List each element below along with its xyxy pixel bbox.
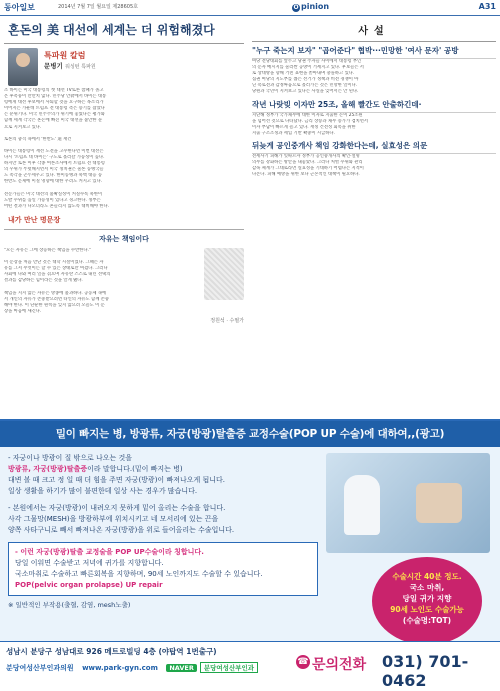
ad-address: 성남시 분당구 성남대로 926 메트로빌딩 4층 (야탑역 1번출구) bbox=[6, 647, 217, 656]
body-line: 사회에 나와 여러 일을 겪으며 자유란 스스로 내린 선택의 bbox=[4, 272, 111, 278]
editorial-2-headline: 작년 나랏빚 이자만 25조, 올해 빨간도 안출하긴데· bbox=[252, 96, 496, 113]
naver-search-box[interactable]: 분당여성산부인과 bbox=[200, 662, 258, 673]
ad-p2-line-3: 양쪽 사타구니로 빼서 빠져나온 자궁(방광)을 위로 들어올리는 수술입니다. bbox=[8, 526, 235, 534]
editorial-3-body bbox=[252, 154, 496, 178]
author-sketch bbox=[204, 248, 244, 300]
ad-paragraph-2 bbox=[8, 503, 318, 536]
body-line: 지출 구조조정과 세입 기반 확충이 시급하다. bbox=[252, 130, 335, 136]
page-number: A31 bbox=[478, 2, 496, 11]
ad-body bbox=[0, 447, 500, 633]
ad-footer bbox=[0, 641, 500, 691]
ad-phone-number[interactable]: 031) 701-0462 bbox=[382, 652, 469, 690]
ad-p1-line-2: 대변 볼 때 크고 정 일 때 더 힘을 주면 자궁(방광)이 빠져나오게 됩니다. bbox=[8, 476, 225, 484]
body-line: 어떤 결과가 나오더라도 흔들리지 않도록 대비해야 한다. bbox=[4, 203, 110, 209]
ad-paragraph-1 bbox=[8, 453, 318, 497]
sub-column-signature: 정원석 · 수필가 bbox=[210, 317, 244, 324]
body-line: 의 우위가 뚜렷해지면서 미국 정치권은 물론 동맹국들 bbox=[4, 167, 104, 173]
body-line: 의무를 강화하는 방안을 내놓았다. 그러나 처벌 수위와 관리 bbox=[252, 160, 363, 166]
ad-p1-highlight: 방광류, 자궁(방광)탈출증 bbox=[8, 465, 88, 473]
ad-box-line-2: 당일 이워면 수술받고 저녁에 귀가를 지향합니다. bbox=[15, 559, 164, 567]
body-line: 서 개인의 자유가 존중받으려면 타인의 자유도 함께 존중 bbox=[4, 296, 110, 302]
body-line: 바이든 대통령이 재선 도전을 고수한다면 이번 대선은 bbox=[4, 148, 104, 154]
author-photo bbox=[8, 48, 38, 86]
ad-pop-up-box bbox=[8, 542, 318, 596]
body-line: 이 문장을 처음 만난 것은 대학 시절이었다. 그때는 자 bbox=[4, 260, 104, 266]
section-opinion bbox=[292, 2, 329, 12]
ad-phone-label: 문의전화 bbox=[312, 657, 367, 673]
naver-logo-icon: NAVER bbox=[166, 664, 197, 672]
column-body bbox=[4, 88, 244, 210]
editorial-section-title: 사설 bbox=[252, 20, 496, 42]
sub-column-title: 자유는 책임이다 bbox=[99, 234, 149, 243]
body-line: 전문가들은 미국 대선의 불확실성이 커질수록 북한이 bbox=[4, 191, 103, 197]
ad-photo bbox=[326, 453, 490, 553]
ad-banner: 밀이 빠지는 병, 방광류, 자궁(방광)탈출증 교정수술(POP UP 수술)에 대하여,,(광고) bbox=[0, 421, 500, 447]
editorial-2-body bbox=[252, 113, 496, 137]
left-column bbox=[4, 20, 244, 324]
author-title: 워싱턴 특파원 bbox=[65, 64, 96, 70]
body-line: 토론의 충격 속에서 '한반도' 道 재건 bbox=[4, 136, 72, 142]
ad-p1-cont: 이라 말합니다.(밑이 빠지는 병) bbox=[87, 465, 183, 473]
body-line: 조 바이든 미국 대통령의 첫 대선 TV토론 참패가 몰고 bbox=[4, 88, 104, 93]
author-box bbox=[4, 48, 244, 88]
body-line: 도 촉각을 곤두세우고 있다. 한미동맹과 북핵 대응 등 bbox=[4, 173, 103, 179]
body-line: 이어지는 가운데 트럼프 전 대통령 측은 승기를 잡았다 bbox=[4, 106, 105, 112]
body-line: 당원과 국민이 지켜보고 있다는 사실을 잊어서는 안 된다. bbox=[252, 89, 359, 95]
right-column bbox=[252, 20, 496, 178]
body-line: 다시 '트럼프 대 바이든' 구도로 흘러갈 가능성이 높다. bbox=[4, 155, 105, 161]
opinion-label: pinion bbox=[301, 2, 330, 11]
body-line: 장을 마음에 새긴다. bbox=[4, 308, 42, 314]
author-name-text: 문병기 bbox=[44, 62, 63, 70]
body-line: 한반도 문제에 미칠 영향에 대한 우려도 커지고 있다. bbox=[4, 179, 103, 185]
body-line: 을 넘어선 것으로 나타났다. 금리 상승과 채무 증가가 겹치면서 bbox=[252, 118, 369, 124]
ad-callout-line-5: (수술명:TOT) bbox=[402, 616, 452, 625]
body-line: 닌 폭로전과 감정싸움으로 흘러가는 것은 민망한 일이다. bbox=[252, 83, 358, 89]
ad-p1-line-3: 일상 생활을 하기가 많이 불편한데 일상 사는 경우가 많습니다. bbox=[8, 487, 198, 495]
body-line: 는 분위기다. 미국 민주주의가 위기에 놓였다는 평가와 bbox=[4, 112, 105, 118]
ad-callout-line-2: 국소 마취, bbox=[409, 583, 445, 592]
body-line: 해야 한다. 이 단순한 원칙을 잊지 않으려 오늘도 이 문 bbox=[4, 302, 105, 308]
advertisement bbox=[0, 419, 500, 691]
ad-box-text bbox=[15, 547, 311, 591]
sub-column-tag: 내가 만난 명문장 bbox=[8, 215, 61, 224]
newspaper-name: 동아일보 bbox=[4, 3, 35, 12]
body-line: 여당 전당대회를 앞두고 당권 주자들 사이에서 대통령 부인 bbox=[252, 59, 362, 64]
body-line: 유를 그저 무엇이든 할 수 있는 상태로만 여겼다. 그러나 bbox=[4, 266, 108, 272]
author-name bbox=[44, 61, 96, 70]
ad-p2-line: - 본원에서는 자궁(방광)이 내려오지 못하게 밑어 올리는 수술을 합니다. bbox=[8, 504, 226, 512]
editorial-1-body bbox=[252, 59, 496, 96]
body-line: 감독 체계가 그대로라면 실효성을 기대하기 어렵다는 지적이 bbox=[252, 166, 364, 172]
body-line: 나온다. 피해 예방을 위한 보다 근본적인 대책이 필요하다. bbox=[252, 172, 360, 178]
body-line: 하지만 토론 이후 각종 여론조사에서 트럼프 전 대통령 bbox=[4, 161, 105, 167]
ad-side-effect-note: ※ 일반적인 부작용(출혈, 감염, mesh노출) bbox=[8, 601, 131, 609]
ad-box-line-3: 국소마취로 수술하고 빠른회복을 지향하며, 90세 노인까지도 수술할 수 있습니다. bbox=[15, 570, 263, 578]
ad-clinic-line bbox=[6, 662, 258, 673]
opinion-o-icon: O bbox=[293, 4, 299, 11]
column-name: 특파원 칼럼 bbox=[44, 51, 86, 60]
issue-date: 2014년 7월 7일 월요일 제28605호 bbox=[58, 4, 138, 10]
ad-box-line-4: POP(pelvic organ prolapse) UP repair bbox=[15, 581, 163, 589]
body-line: 의 문자 메시지를 둘러싼 공방이 거세지고 있다. 후보들은 서 bbox=[252, 65, 364, 71]
ad-p1-line: - 자궁이나 방광이 질 밖으로 나오는 것을 bbox=[8, 454, 133, 462]
column-headline: 혼돈의 美 대선에 세계는 더 위험해졌다 bbox=[4, 20, 244, 44]
body-line: 으로 지켜보고 있다. bbox=[4, 124, 42, 130]
body-line: 책임을 지지 않는 자유는 방종에 불과하다. 공동체 속에 bbox=[4, 290, 107, 296]
ad-callout-line-4: 90세 노인도 수술가능 bbox=[390, 605, 464, 614]
editorial-3-headline: 뒤늦게 공인중개사 책임 강화한다는데, 실효성은 의문 bbox=[252, 137, 496, 154]
body-line: 집권 여당의 지도부를 뽑는 선거가 정책과 비전 경쟁이 아 bbox=[252, 77, 359, 83]
ad-main-text bbox=[8, 453, 318, 609]
masthead bbox=[0, 0, 500, 16]
sub-column-head bbox=[4, 213, 244, 230]
ad-box-line-1: - 이런 자궁(방광)탈출 교정술을 POP UP수술이라 칭합니다. bbox=[15, 548, 204, 556]
body-line: 도발 수위를 높일 가능성이 있다고 경고한다. 정부는 bbox=[4, 197, 101, 203]
body-line: 결과를 감당하는 힘이라는 것을 알게 됐다. bbox=[4, 278, 83, 284]
body-line: 이자 부담이 빠르게 늘고 있다. 재정 건전성 회복을 위한 bbox=[252, 124, 356, 130]
body-line: 함께 세계 각국은 혼돈에 빠진 미국 대선을 불안한 눈 bbox=[4, 118, 103, 124]
body-line: "모든 자유는 그에 상응하는 책임을 수반한다." bbox=[4, 247, 91, 253]
ad-clinic-url[interactable]: www.park-gyn.com bbox=[82, 664, 158, 672]
ad-callout-line-1: 수술시간 40분 정도. bbox=[392, 572, 462, 581]
ad-p2-line-2: 사각 그물망(MESH)을 방광하부에 위치시키고 네 모서리에 있는 끈을 bbox=[8, 515, 219, 523]
body-line: 지난해 정부가 국가채무에 대한 이자로 지출한 돈이 25조원 bbox=[252, 112, 363, 118]
body-line: 령에게 대선 후보에서 사퇴할 것을 요구하는 목소리가 bbox=[4, 100, 104, 106]
body-line: 전세사기 피해가 잇따르자 정부가 공인중개사의 확인·설명 bbox=[252, 153, 360, 159]
phone-icon: ☎ bbox=[297, 657, 309, 667]
ad-callout bbox=[372, 557, 482, 645]
editorial-1-headline: "누구 죽는지 보자" "곱어준다" 협박···민망한 '여사 문자' 공방 bbox=[252, 42, 496, 59]
body-line: 온 후폭풍이 만만치 않다. 민주당 안팎에서 바이든 대통 bbox=[4, 94, 107, 100]
body-line: 로 상대방을 향해 거친 표현을 쏟아내며 충돌하고 있다. bbox=[252, 71, 355, 77]
ad-clinic-name: 분당여성산부인과의원 bbox=[6, 664, 74, 672]
ad-callout-line-3: 당일 귀가 지향 bbox=[402, 594, 452, 603]
